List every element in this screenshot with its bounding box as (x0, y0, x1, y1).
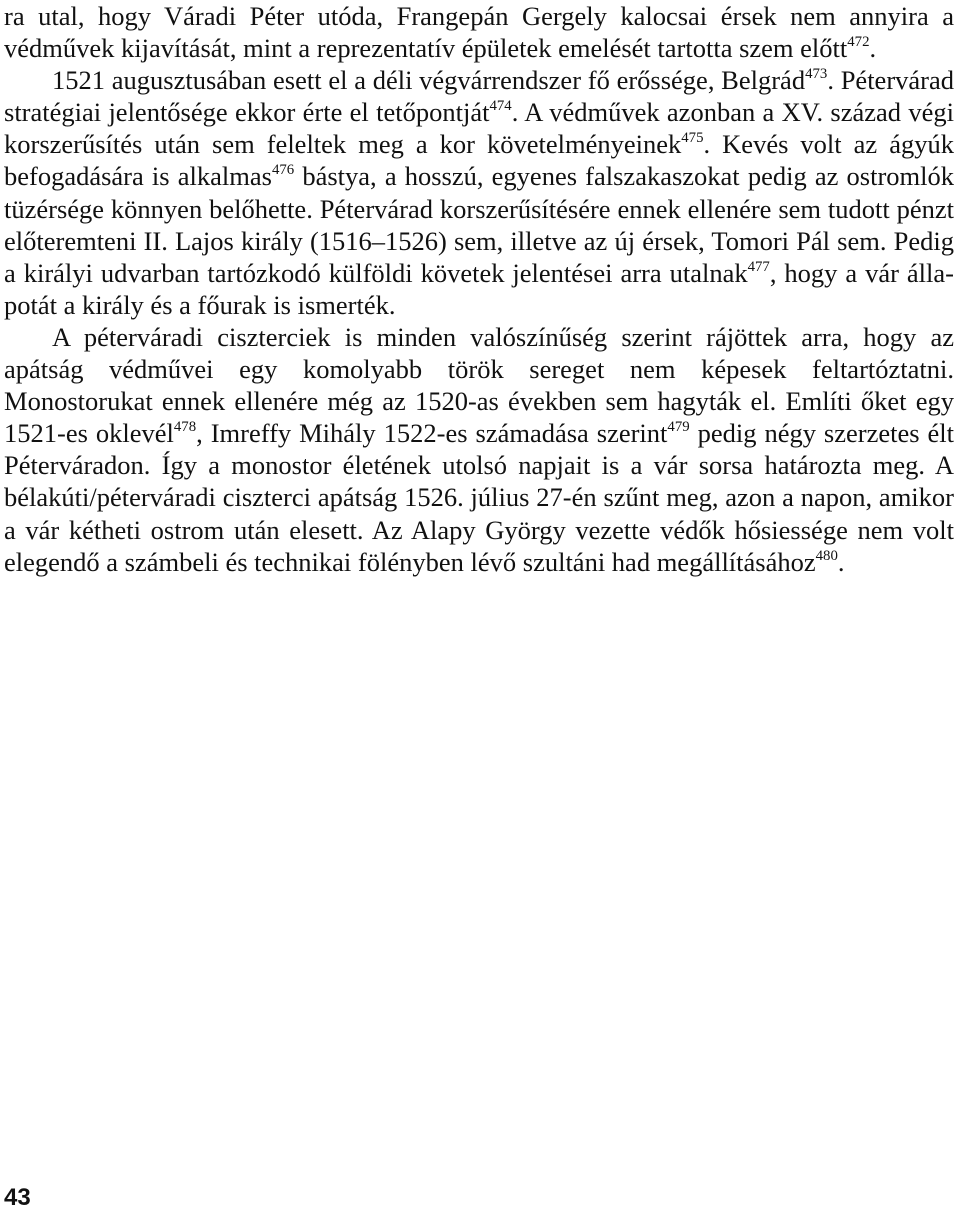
paragraph (4, 64, 954, 321)
paragraph-text: , Imreffy Mihály 1522-es számadása szerint (196, 418, 668, 449)
paragraph-text: ra utal, hogy Váradi Péter utóda, Frangepán Gergely kalocsai érsek nem annyira a védművek kijavítását, mint a reprezentatív épületek emelését tartotta szem előtt (4, 1, 954, 64)
page-number: 43 (4, 1184, 31, 1211)
footnote-ref: 475 (681, 130, 704, 147)
footnote-ref: 472 (847, 33, 870, 50)
footnote-ref: 478 (173, 419, 197, 436)
footnote-ref: 479 (667, 419, 690, 436)
paragraph-text: . (837, 546, 845, 577)
footnote-ref: 476 (271, 162, 295, 179)
paragraph-text: . Pétervárad stratégiai jelentősége ekkor érte el tetőpontját (4, 65, 954, 128)
paragraph-text: . Kevés volt az ágyúk befogadására is alkalmas (4, 129, 954, 192)
paragraph-text: bástya, a hosszú, egyenes falszakaszokat pedig az ostromlók tüzérsége könnyen belőhette. Pétervárad korszerűsítésére ennek ellenére sem tudott pénzt előteremteni II. Lajos király (1516–1526) sem, illetve az új érsek, Tomori Pál sem. Pedig a királyi udvarban tartózkodó külföldi követek jelentései arra utalnak (4, 161, 954, 288)
paragraph-text: . A védművek azonban a XV. század végi korszerűsítés után sem feleltek meg a kor követelményeinek (4, 97, 954, 160)
paragraph-text: , hogy a vár állapotát a király és a főurak is ismerték. (4, 257, 954, 320)
body-text (4, 0, 954, 578)
footnote-ref: 477 (747, 258, 770, 275)
paragraph (4, 321, 954, 578)
footnote-ref: 474 (489, 98, 512, 115)
paragraph-text: A péterváradi ciszterciek is minden valószínűség szerint rájöttek arra, hogy az apátság védművei egy komolyabb török sereget nem képesek feltartóztatni. Monostorukat ennek ellenére még az 1520-as években sem hagyták el. Említi őket egy 1521-es oklevél (4, 321, 954, 449)
paragraph-text: 1521 augusztusában esett el a déli végvárrendszer fő erőssége, Belgrád (52, 65, 806, 96)
paragraph (4, 0, 954, 64)
paragraph-text: . (869, 33, 877, 64)
footnote-ref: 480 (815, 547, 838, 564)
paragraph-text: pedig négy szerzetes élt Péterváradon. Így a monostor életének utolsó napjait is a vár sorsa határozta meg. A bélakúti/péterváradi ciszterci apátság 1526. július 27-én szűnt meg, azon a napon, amikor a vár kétheti ostrom után elesett. Az Alapy György vezette védők hősiessége nem volt elegendő a számbeli és technikai fölényben lévő szultáni had megállításához (4, 418, 955, 577)
footnote-ref: 473 (805, 66, 828, 83)
